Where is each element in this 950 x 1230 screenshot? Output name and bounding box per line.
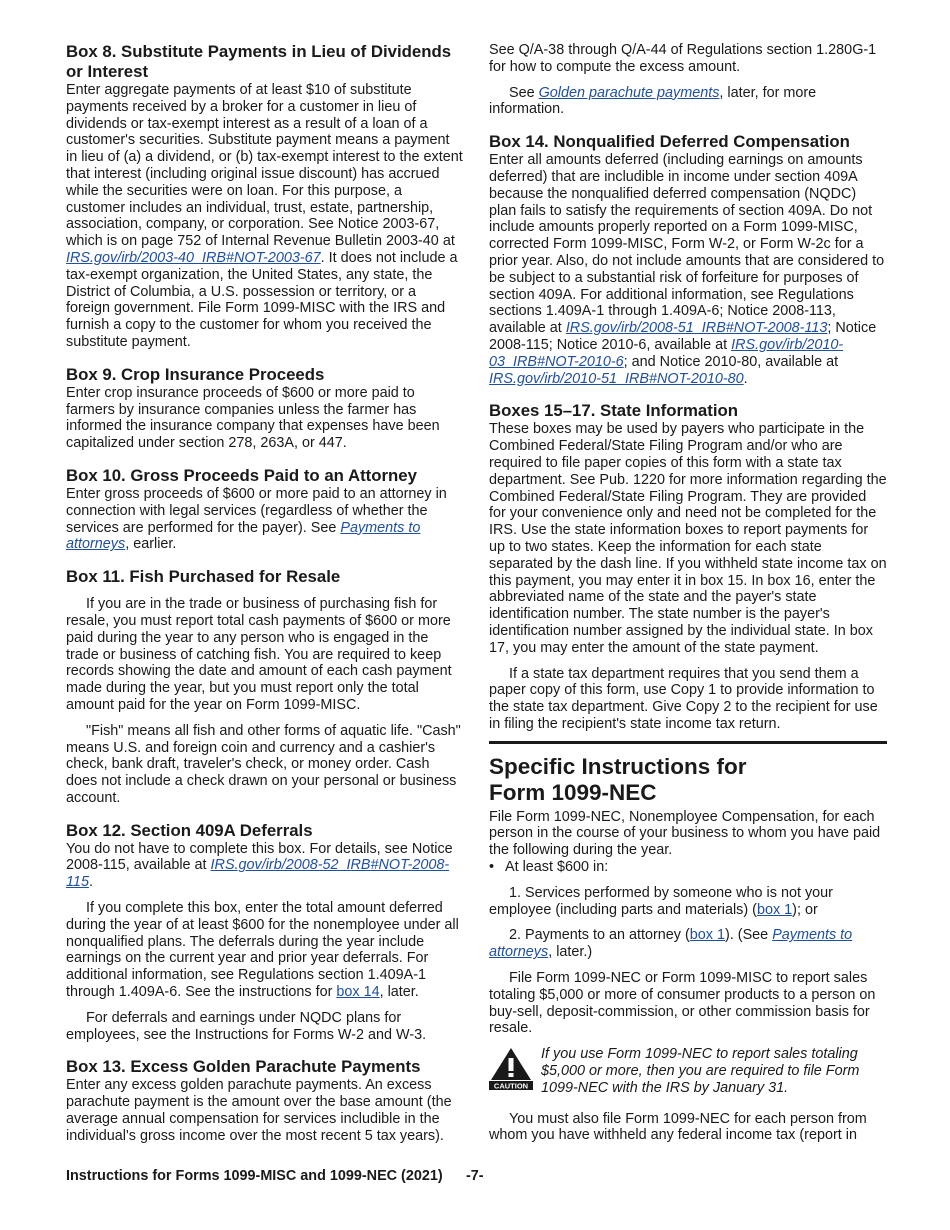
- nec-title-line2: Form 1099-NEC: [489, 779, 657, 805]
- box12-text-3: For deferrals and earnings under NQDC plans for employees, see the Instructions for Forms W-2 and W-3.: [66, 1009, 427, 1043]
- box8-text: [66, 82, 464, 351]
- caution-label: CAUTION: [493, 1081, 529, 1091]
- irb-2010-51-link[interactable]: IRS.gov/irb/2010-51_IRB#NOT-2010-80: [489, 370, 744, 387]
- box8-text-part: Enter aggregate payments of at least $10 of substitute payments received by a broker for a customer in lieu of dividends or tax-exempt interest as a result of a loan of a customer's securities. Substitute payment means a payment in lieu of (a) a dividend, or (b) tax-exempt interest to the extent that interest (including original issue discount) has accrued while the securities were on loan. For this purpose, a customer includes an individual, trust, estate, partnership, association, company, or corporation. See Notice 2003-67, which is on page 752 of Internal Revenue Bulletin 2003-40 at: [66, 82, 463, 250]
- box9-text: Enter crop insurance proceeds of $600 or more paid to farmers by insurance companies unless the farmer has informed the insurance company that expenses have been capitalized under section 278, 263A, or 447.: [66, 384, 440, 452]
- nec-text-3: You must also file Form 1099-NEC for each person from whom you have withheld any federal income tax (report in: [489, 1110, 867, 1144]
- box1-link-2[interactable]: box 1: [689, 927, 725, 944]
- box14-heading: Box 14. Nonqualified Deferred Compensation: [489, 132, 850, 152]
- box12-text-1: [66, 841, 464, 891]
- nec-section-title: [489, 754, 887, 806]
- caution-text: If you use Form 1099-NEC to report sales totaling $5,000 or more, then you are required to file Form 1099-NEC with the IRS by January 31.: [541, 1046, 860, 1096]
- caution-note: [489, 1046, 887, 1096]
- left-column: [66, 42, 464, 1145]
- irb-2008-52-link[interactable]: IRS.gov/irb/2008-52_IRB#NOT-2008-115: [66, 857, 450, 891]
- box14-text-part3: ; and Notice 2010-80, available at: [623, 353, 839, 370]
- item1-text: 1. Services performed by someone who is not your employee (including parts and materials) (: [489, 884, 833, 918]
- box14-text: [489, 152, 887, 387]
- box14-text-part: Enter all amounts deferred (including earnings on amounts deferred) that are includible in income under section 409A because the nonqualified deferred compensation (NQDC) plan fails to satisfy the requirements of section 409A. Do not include amounts properly reported on a Form 1099-MISC, corrected Form 1099-MISC, Form W-2, or Form W-2c for a prior year. Also, do not include amounts that are considered to be subject to a substantial risk of forfeiture for purposes of section 409A. For additional information, see Regulations sections 1.409A-1 through 1.409A-6; Notice 2008-113, available at: [489, 152, 885, 337]
- box11-heading: Box 11. Fish Purchased for Resale: [66, 567, 341, 587]
- box15-text-1: These boxes may be used by payers who participate in the Combined Federal/State Filing Program and/or who are required to file paper copies of this form with a state tax department. See Pub. 1220 for more information regarding the Combined Federal/State Filing Program. They are provided for your convenience only and need not be completed for the IRS. Use the state information boxes to report payments for up to two states. Keep the information for each state separated by the dash line. If you withheld state income tax on this payment, you may enter it in box 15. In box 16, enter the abbreviated name of the state and the payer's state identification number. The state number is the payer's identification number assigned by the individual state. In box 17, you may enter the amount of the state payment.: [489, 421, 887, 656]
- bullet-icon: •: [489, 859, 495, 876]
- bullet-item: [489, 859, 887, 876]
- box8-heading: Box 8. Substitute Payments in Lieu of Dividends or Interest: [66, 42, 452, 81]
- box12-text-part4: , later.: [379, 984, 419, 1001]
- irb-2010-03-link[interactable]: IRS.gov/irb/2010-03_IRB#NOT-2010-6: [489, 336, 844, 370]
- box14-link[interactable]: box 14: [336, 984, 380, 1001]
- box12-text-2: [66, 900, 464, 1001]
- box10-heading: Box 10. Gross Proceeds Paid to an Attorney: [66, 465, 417, 485]
- irb-2003-40-link[interactable]: IRS.gov/irb/2003-40_IRB#NOT-2003-67: [66, 249, 321, 266]
- box8-text-part2: . It does not include a tax-exempt organization, the United States, any state, the District of Columbia, a U.S. possession or territory, or a foreign government. File Form 1099-MISC with the IRS and furnish a copy to the customer for whom you received the substitute payment.: [66, 249, 458, 350]
- box10-text-part: Enter gross proceeds of $600 or more paid to an attorney in connection with legal services (regardless of whether the services are performed for the payer). See: [66, 485, 447, 536]
- nec-item-1: [489, 885, 887, 919]
- caution-icon: [489, 1046, 533, 1096]
- box15-text-2: If a state tax department requires that you send them a paper copy of this form, use Copy 1 to provide information to the state tax department. Give Copy 2 to the recipient for use in filing the recipient's state income tax return.: [489, 665, 878, 732]
- bullet-text: At least $600 in:: [505, 859, 609, 876]
- box11-text-2: "Fish" means all fish and other forms of aquatic life. "Cash" means U.S. and foreign coin and currency and a cashier's check, bank draft, traveler's check, or money order. Cash does not include a check drawn on your personal or business account.: [66, 722, 461, 806]
- irb-2008-51-link[interactable]: IRS.gov/irb/2008-51_IRB#NOT-2008-113: [565, 320, 828, 337]
- box14-text-part4: .: [743, 370, 748, 387]
- item2-text2: ). (See: [725, 927, 773, 944]
- box14-text-part2: ; Notice 2008-115; Notice 2010-6, available at: [489, 320, 877, 353]
- box13-heading: Box 13. Excess Golden Parachute Payments: [66, 1057, 421, 1077]
- nec-text-1: File Form 1099-NEC, Nonemployee Compensation, for each person in the course of your business to whom you have paid the following during the year.: [489, 808, 881, 859]
- box12-text-part3: If you complete this box, enter the total amount deferred during the year of at least $600 for the nonemployee under all nonqualified plans. The deferrals during the year include earnings on the current year and prior year deferrals. For additional information, see Regulations section 1.409A-1 through 1.409A-6. See the instructions for: [66, 900, 459, 1001]
- payments-to-attorneys-link[interactable]: Payments to attorneys: [66, 519, 421, 553]
- golden-parachute-link[interactable]: Golden parachute payments: [538, 84, 720, 101]
- box12-text-part2: .: [88, 874, 93, 891]
- nec-title-line1: Specific Instructions for: [489, 753, 747, 779]
- box13-cont-text: See Q/A-38 through Q/A-44 of Regulations section 1.280G-1 for how to compute the excess amount.: [489, 42, 877, 75]
- nec-item-2: [489, 927, 887, 961]
- box13-text: Enter any excess golden parachute payments. An excess parachute payment is the amount over the base amount (the average annual compensation for services includible in the individual's gross income over the most recent 5 tax years).: [66, 1077, 452, 1144]
- item1-text2: ); or: [792, 901, 818, 918]
- box1-link[interactable]: box 1: [756, 901, 793, 918]
- box12-heading: Box 12. Section 409A Deferrals: [66, 820, 313, 840]
- box12-text-part: You do not have to complete this box. For details, see Notice 2008-115, available at: [66, 840, 453, 874]
- box9-heading: Box 9. Crop Insurance Proceeds: [66, 364, 325, 384]
- golden-text-part2: , later, for more information.: [489, 84, 817, 118]
- nec-text-2: File Form 1099-NEC or Form 1099-MISC to report sales totaling $5,000 or more of consumer products to a person on buy-sell, deposit-commission, or other commission basis for resale.: [489, 970, 876, 1037]
- box10-text: [66, 486, 464, 553]
- box11-text-1: If you are in the trade or business of purchasing fish for resale, you must report total cash payments of $600 or more paid during the year to any person who is engaged in the trade or business of catching fish. You are required to keep records showing the date and amount of each cash payment made during the year, but you must report only the total amount paid for the year on Form 1099-MISC.: [66, 596, 452, 713]
- box10-text-part2: , earlier.: [125, 536, 177, 553]
- item2-text: 2. Payments to an attorney (: [509, 927, 690, 944]
- item2-text3: , later.): [548, 944, 593, 961]
- golden-text-part: See: [509, 84, 539, 101]
- payments-to-attorneys-link-2[interactable]: Payments to attorneys: [489, 927, 853, 961]
- golden-parachute-text: [489, 85, 887, 119]
- page-number: -7-: [466, 1168, 484, 1184]
- box15-17-heading: Boxes 15–17. State Information: [489, 401, 739, 421]
- footer-title: Instructions for Forms 1099-MISC and 1099-NEC (2021): [66, 1168, 443, 1184]
- section-divider: [489, 741, 887, 744]
- right-column: [489, 42, 887, 1144]
